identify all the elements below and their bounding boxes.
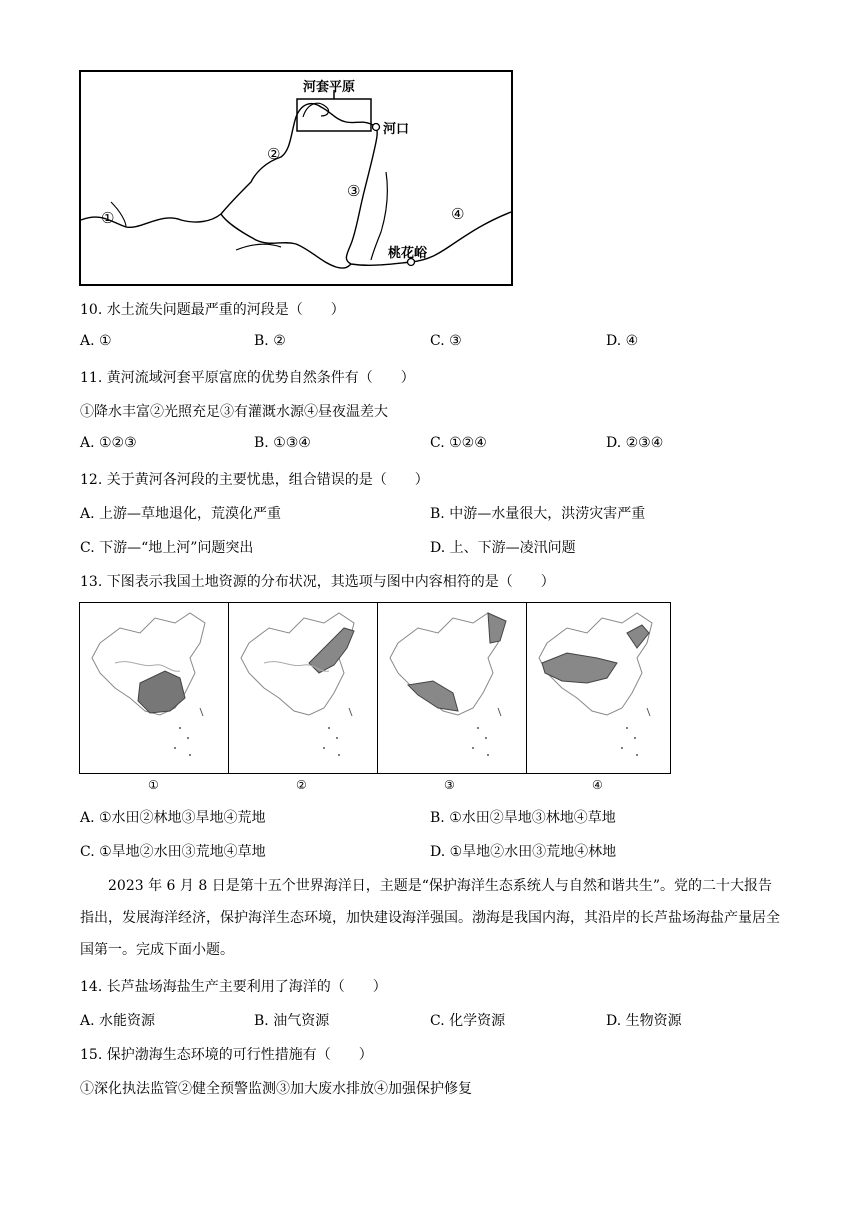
q12-option-a[interactable]: A. 上游—草地退化，荒漠化严重 <box>80 506 282 522</box>
q15-stem: 15. 保护渤海生态环境的可行性措施有（ ） <box>80 1047 373 1063</box>
label-hetao: 河套平原 <box>303 80 356 95</box>
q11-option-b[interactable]: B. ①③④ <box>254 435 311 451</box>
q12-option-d[interactable]: D. 上、下游—凌汛问题 <box>430 540 576 556</box>
marker-1: ① <box>101 209 115 227</box>
marker-2: ② <box>267 145 281 163</box>
q10-option-c[interactable]: C. ③ <box>430 333 462 349</box>
q14-option-a[interactable]: A. 水能资源 <box>80 1013 156 1029</box>
land-resource-maps <box>79 602 671 774</box>
map-panel-1 <box>80 603 229 773</box>
q14-option-c[interactable]: C. 化学资源 <box>430 1013 506 1029</box>
q11-option-c[interactable]: C. ①②④ <box>430 435 487 451</box>
q13-option-c[interactable]: C. ①旱地②水田③荒地④草地 <box>80 844 266 860</box>
q13-option-a[interactable]: A. ①水田②林地③旱地④荒地 <box>80 810 266 826</box>
panel-label-3: ③ <box>444 778 455 792</box>
q10-option-b[interactable]: B. ② <box>254 333 286 349</box>
q10-option-d[interactable]: D. ④ <box>606 333 639 349</box>
q11-conditions: ①降水丰富②光照充足③有灌溉水源④昼夜温差大 <box>80 404 388 420</box>
panel-label-2: ② <box>296 778 307 792</box>
yellow-river-map <box>79 70 513 286</box>
panel-label-4: ④ <box>592 778 603 792</box>
q13-option-b[interactable]: B. ①水田②旱地③林地④草地 <box>430 810 616 826</box>
q12-stem: 12. 关于黄河各河段的主要忧患，组合错误的是（ ） <box>80 472 429 488</box>
q11-option-a[interactable]: A. ①②③ <box>80 435 137 451</box>
q15-measures: ①深化执法监管②健全预警监测③加大废水排放④加强保护修复 <box>80 1081 472 1097</box>
label-hekou: 河口 <box>383 122 410 137</box>
q10-option-a[interactable]: A. ① <box>80 333 112 349</box>
map-panel-3 <box>378 603 527 773</box>
q11-stem: 11. 黄河流域河套平原富庶的优势自然条件有（ ） <box>80 370 415 386</box>
q10-stem: 10. 水土流失问题最严重的河段是（ ） <box>80 302 345 318</box>
q12-option-b[interactable]: B. 中游—水量很大，洪涝灾害严重 <box>430 506 646 522</box>
q14-stem: 14. 长芦盐场海盐生产主要利用了海洋的（ ） <box>80 979 387 995</box>
map-panel-4 <box>527 603 675 773</box>
marker-4: ④ <box>451 205 465 223</box>
q14-option-d[interactable]: D. 生物资源 <box>606 1013 682 1029</box>
yellow-river-drawing <box>81 72 511 284</box>
label-taohuayu: 桃花峪 <box>388 246 428 261</box>
q14-option-b[interactable]: B. 油气资源 <box>254 1013 330 1029</box>
q12-option-c[interactable]: C. 下游—“地上河”问题突出 <box>80 540 254 556</box>
panel-label-1: ① <box>148 778 159 792</box>
q13-stem: 13. 下图表示我国土地资源的分布状况，其选项与图中内容相符的是（ ） <box>80 574 555 590</box>
q13-option-d[interactable]: D. ①旱地②水田③荒地④林地 <box>430 844 617 860</box>
passage-text: 2023 年 6 月 8 日是第十五个世界海洋日，主题是“保护海洋生态系统人与自然和谐共生”。党的二十大报告指出，发展海洋经济，保护海洋生态环境，加快建设海洋强国。渤海是我国内海，其沿岸的长芦盐场海盐产量居全国第一。完成下面小题。 <box>80 878 780 958</box>
map-panel-2 <box>229 603 378 773</box>
q11-option-d[interactable]: D. ②③④ <box>606 435 664 451</box>
hekou-point <box>373 124 380 131</box>
marker-3: ③ <box>347 182 361 200</box>
